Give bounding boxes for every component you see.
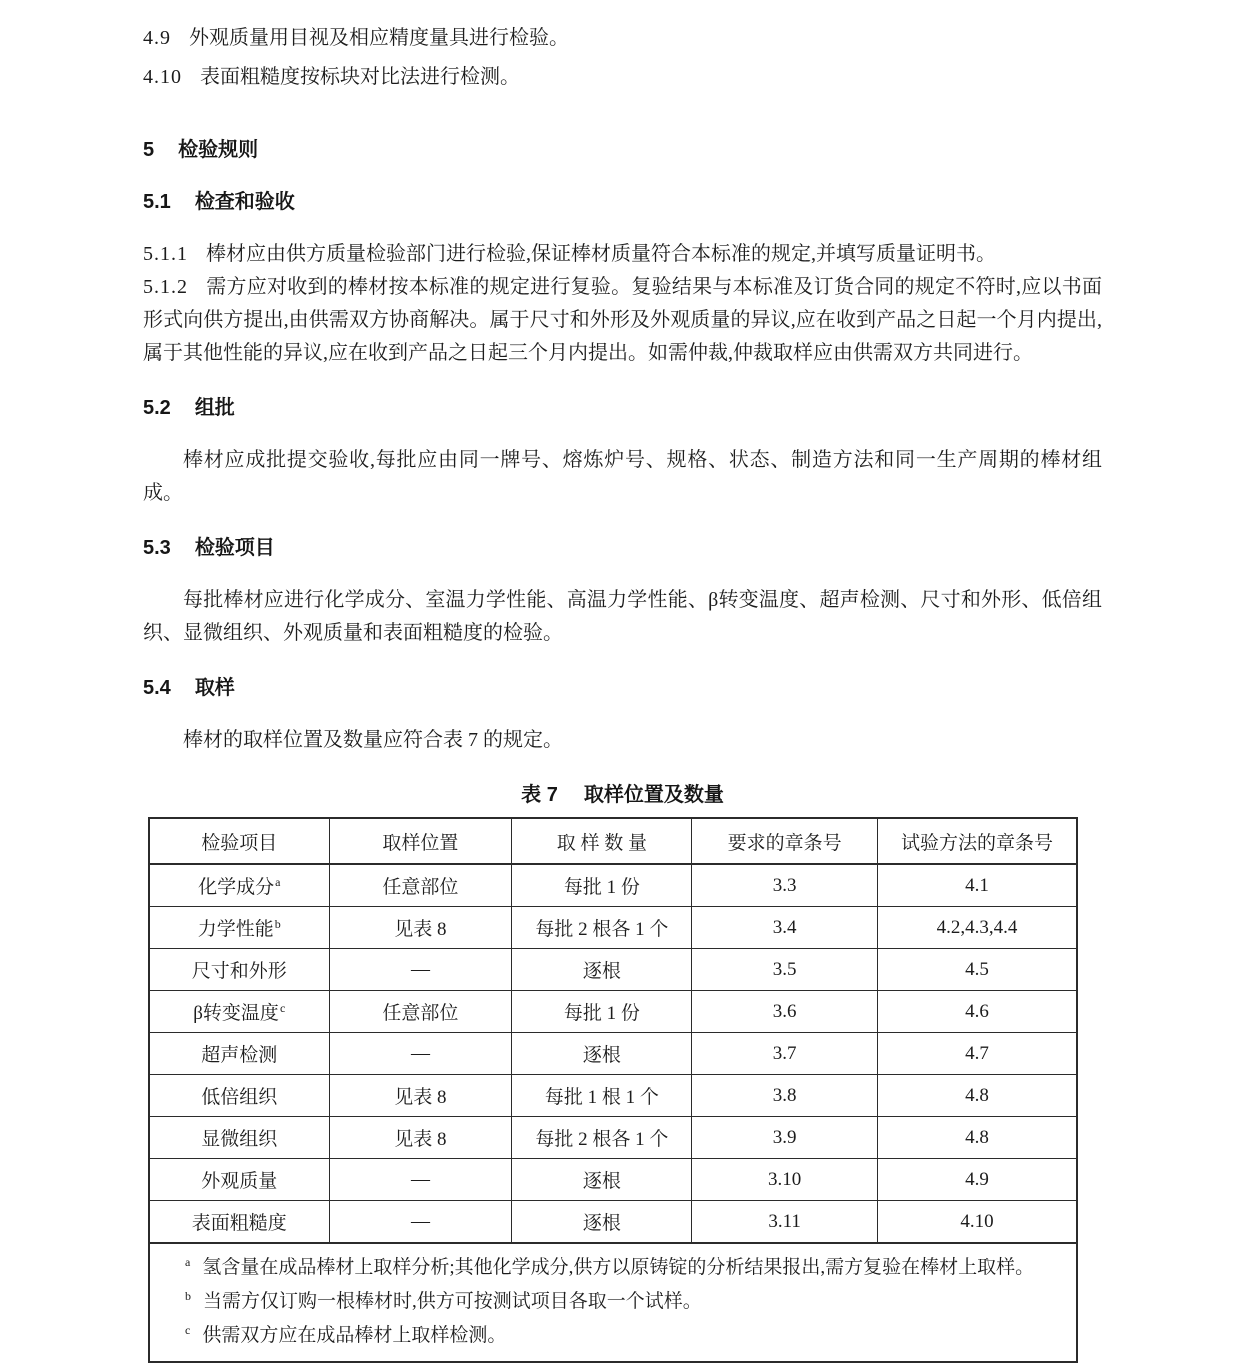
table-cell: — [329,1033,512,1075]
table-header-row [149,818,1077,864]
table-cell: 每批 1 根 1 个 [512,1075,692,1117]
table-row [149,1033,1077,1075]
clause-4-9 [143,22,1102,55]
table-header-cell: 要求的章条号 [692,818,878,864]
table-footnote: $^c$ 供需双方应在成品棒材上取样检测。 [185,1322,507,1346]
table-cell: 每批 1 份 [512,864,692,907]
clause-text: 表面粗糙度按标块对比法进行检测。 [200,66,520,88]
table-cell: — [329,949,512,991]
clause-5-1-2 [143,271,1102,370]
table-cell: — [329,1201,512,1244]
table-footnote: $^b$ 当需方仅订购一根棒材时,供方可按测试项目各取一个试样。 [185,1288,702,1312]
section-number: 5.2 [143,397,171,419]
table-row [149,1159,1077,1201]
section-heading-5-2 [143,394,1102,422]
table-cell: 4.2,4.3,4.4 [877,907,1077,949]
section-heading-5-1 [143,188,1102,216]
section-title: 取样 [194,677,235,699]
section-title: 检验项目 [194,537,275,559]
table-cell: 每批 2 根各 1 个 [512,1117,692,1159]
table-cell: 超声检测 [149,1033,329,1075]
table-cell: 3.7 [692,1033,878,1075]
table-header-cell: 检验项目 [149,818,329,864]
table-footnote: $^a$ 氢含量在成品棒材上取样分析;其他化学成分,供方以原铸锭的分析结果报出,需方复验在棒材上取样。 [185,1254,1035,1278]
table-row [149,907,1077,949]
table-cell: 3.3 [692,864,878,907]
table-cell: 3.8 [692,1075,878,1117]
table-caption-title: 取样位置及数量 [583,784,724,806]
table-header-cell: 取 样 数 量 [512,818,692,864]
table-footnote-row [149,1243,1077,1362]
clause-number: 4.9 [143,27,171,49]
table-cell: 外观质量 [149,1159,329,1201]
table-cell: 力学性能$^b$ [149,907,329,949]
table-cell: 4.9 [877,1159,1077,1201]
table-cell: 逐根 [512,1159,692,1201]
table-cell: 4.7 [877,1033,1077,1075]
footnote-marker: c [279,1000,286,1015]
table-cell: 任意部位 [329,864,512,907]
section-title: 组批 [194,397,235,419]
table-cell: 4.1 [877,864,1077,907]
table-cell: 每批 1 份 [512,991,692,1033]
table-cell: 逐根 [512,1033,692,1075]
section-number: 5.4 [143,677,171,699]
table-cell: 任意部位 [329,991,512,1033]
clause-number: 5.1.2 [143,276,188,298]
chapter-number: 5 [143,139,155,161]
footnote-marker: a [185,1254,191,1269]
chapter-title: 检验规则 [178,139,259,161]
table-cell: 低倍组织 [149,1075,329,1117]
footnote-marker: c [185,1322,191,1337]
footnote-marker: b [274,916,281,931]
section-heading-5-4 [143,674,1102,702]
clause-4-10 [143,61,1102,94]
table-row [149,864,1077,907]
clause-text: 棒材应由供方质量检验部门进行检验,保证棒材质量符合本标准的规定,并填写质量证明书。 [206,243,996,265]
table-caption-label: 表 7 [521,784,558,806]
table-cell: 3.6 [692,991,878,1033]
table-footnotes [149,1243,1077,1362]
table-cell: 化学成分$^a$ [149,864,329,907]
table-cell: 4.8 [877,1117,1077,1159]
table-cell: 显微组织 [149,1117,329,1159]
footnote-marker: a [275,874,281,889]
table-cell: 3.11 [692,1201,878,1244]
clause-number: 4.10 [143,66,182,88]
table-cell: — [329,1159,512,1201]
table-body [149,864,1077,1243]
table-cell: 4.5 [877,949,1077,991]
clause-number: 5.1.1 [143,243,188,265]
table-cell: 见表 8 [329,907,512,949]
table-cell: 4.10 [877,1201,1077,1244]
table-cell: β转变温度$^c$ [149,991,329,1033]
clause-text: 需方应对收到的棒材按本标准的规定进行复验。复验结果与本标准及订货合同的规定不符时,应以书面形式向供方提出,由供需双方协商解决。属于尺寸和外形及外观质量的异议,应在收到产品之日起一个月内提出,属于其他性能的异议,应在收到产品之日起三个月内提出。如需仲裁,仲裁取样应由供需双方共同进行。 [143,276,1102,364]
sampling-table [148,817,1078,1363]
table-cell: 3.4 [692,907,878,949]
table-header-cell: 取样位置 [329,818,512,864]
table-cell: 3.9 [692,1117,878,1159]
table-cell: 逐根 [512,949,692,991]
table-cell: 4.6 [877,991,1077,1033]
section-number: 5.1 [143,191,171,213]
table-cell: 见表 8 [329,1117,512,1159]
table-cell: 3.5 [692,949,878,991]
table-cell: 尺寸和外形 [149,949,329,991]
section-number: 5.3 [143,537,171,559]
table-cell: 4.8 [877,1075,1077,1117]
table-cell: 每批 2 根各 1 个 [512,907,692,949]
section-body-5-4: 棒材的取样位置及数量应符合表 7 的规定。 [183,729,563,751]
table-row [149,1201,1077,1244]
footnote-marker: b [185,1288,191,1303]
section-body-5-3: 每批棒材应进行化学成分、室温力学性能、高温力学性能、β转变温度、超声检测、尺寸和外形、低倍组织、显微组织、外观质量和表面粗糙度的检验。 [143,589,1102,644]
table-cell: 见表 8 [329,1075,512,1117]
table-caption [143,781,1102,809]
table-header-cell: 试验方法的章条号 [877,818,1077,864]
section-title: 检查和验收 [194,191,295,213]
table-row [149,1075,1077,1117]
section-heading-5-3 [143,534,1102,562]
chapter-heading [143,136,1102,164]
table-cell: 逐根 [512,1201,692,1244]
table-row [149,949,1077,991]
table-row [149,991,1077,1033]
section-body-5-2: 棒材应成批提交验收,每批应由同一牌号、熔炼炉号、规格、状态、制造方法和同一生产周期的棒材组成。 [143,449,1102,504]
clause-5-1-1 [143,238,1102,271]
clause-text: 外观质量用目视及相应精度量具进行检验。 [189,27,569,49]
table-cell: 表面粗糙度 [149,1201,329,1244]
table-row [149,1117,1077,1159]
table-cell: 3.10 [692,1159,878,1201]
